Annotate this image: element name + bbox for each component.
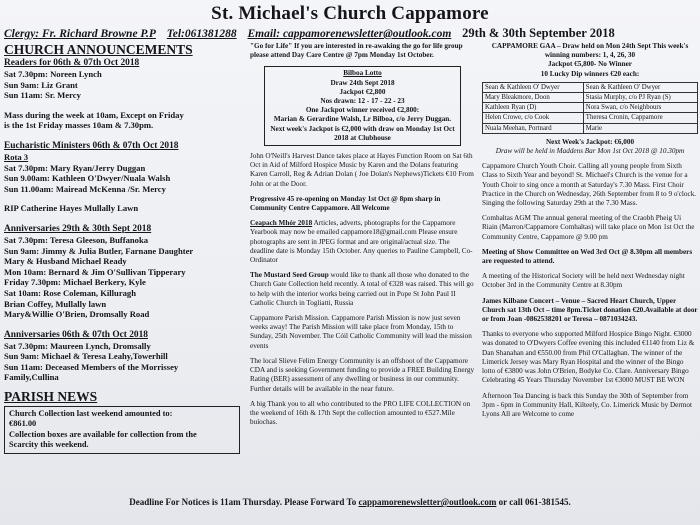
mustard-body: would like to thank all those who donated to the Church Gate Collection held recently. A total of €328 was raised. This will go to help with the interior works being carried out in Pope St John Paul II Catholic Church in Togliatti, Russia xyxy=(250,271,474,307)
anniversary-line: Family,Cullina xyxy=(4,372,59,383)
youth-choir-notice: Cappamore Church Youth Choir. Calling all young people from Sixth Class to Sixth Year and beyond! St. Michael's Church is the venue for a Youth Choir to sing once a month at Saturday's 7.30 Mass. First Choir Practice in the Church on Wednesday, 26th September from 8 to 9 o'clock. Singing the following Saturday 29th at the 7.30 Mass. xyxy=(482,162,697,208)
collection-box xyxy=(4,406,240,454)
table-cell: Theresa Cronin, Cappamore xyxy=(583,113,697,123)
table-row xyxy=(483,82,698,92)
readers-heading: Readers for 06th & 07th Oct 2018 xyxy=(4,58,140,68)
anniversary-line: Mary & Husband Michael Ready xyxy=(4,256,127,267)
bilboa-lotto-box xyxy=(264,66,461,146)
table-cell: Stasia Murphy, c/o PJ Ryan (S) xyxy=(583,93,697,103)
kilbane-concert-notice: James Kilbane Concert – Venue – Sacred Heart Church, Upper Church sat 13th Oct – time 8pm.Ticket donation €20.Available at door or from Joan -0862538201 or Teresa – 0871034243. xyxy=(482,296,698,324)
gaa-next-jackpot: Next Week's Jackpot: €6,000 xyxy=(545,137,635,146)
mustard-title: The Mustard Seed Group xyxy=(250,271,329,280)
anniversary-line: Brian Coffey, Mullally lawn xyxy=(4,298,107,309)
table-row xyxy=(483,123,698,133)
ceapach-mhor-notice xyxy=(250,219,475,265)
readers-line: Sat 7.30pm: Noreen Lynch xyxy=(4,69,102,79)
go-for-life-notice: "Go for Life" If you are interested in re-awaking the go for life group please attend Day Care Centre @ 7pm Monday 1st October. xyxy=(250,42,463,60)
footer-deadline xyxy=(0,497,700,507)
anniversaries-heading: Anniversaries 29th & 30th Sept 2018 xyxy=(4,223,152,234)
bilboa-line: Jackpot €2,800 xyxy=(339,87,386,96)
anniversary-line: Friday 7.30pm: Michael Berkery, Kyle xyxy=(4,277,146,288)
ceapach-title: Ceapach Mhór 2018 xyxy=(250,219,313,228)
rip-notice: RIP Catherine Hayes Mullally Lawn xyxy=(4,203,139,214)
anniversary-line: Sun 9am: Jimmy & Julia Butler, Farnane Daughter xyxy=(4,245,194,256)
table-row xyxy=(483,93,698,103)
anniversary-line: Sat 10am: Rose Coleman, Killuragh xyxy=(4,287,137,298)
telephone: Tel:061381288 xyxy=(166,28,237,40)
clergy-label: Clergy: Fr. Richard Browne P.P xyxy=(4,28,156,40)
bilboa-line: One Jackpot winner received €2,800: xyxy=(305,106,420,115)
readers-line: Sun 9am: Liz Grant xyxy=(4,79,78,90)
anniversary-line: Sun 11am: Deceased Members of the Morrissey xyxy=(4,361,179,372)
mass-notice-line: is the 1st Friday masses 10am & 7.30pm. xyxy=(4,120,154,131)
collection-line: Collection boxes are available for collection from the xyxy=(9,429,197,439)
minister-line: Sun 11.00am: Mairead McKenna /Sr. Mercy xyxy=(4,183,166,194)
collection-line: Scarcity this weekend. xyxy=(9,440,89,450)
minister-line: Sat 7.30pm: Mary Ryan/Jerry Duggan xyxy=(4,162,146,173)
newsletter-title: St. Michael's Church Cappamore xyxy=(211,3,489,24)
announcements-column xyxy=(4,42,240,454)
tea-dancing-notice: Afternoon Tea Dancing is back this Sunday the 30th of September from 3pm - 6pm in Community Hall, Kilteely, Co. Limerick Music by Dermot Lyons All are Welcome to come xyxy=(482,391,692,418)
gaa-next-draw: Draw will be held in Maddens Bar Mon 1st Oct 2018 @ 10.30pm xyxy=(495,147,685,156)
readers-line: Sun 11am: Sr. Mercy xyxy=(4,90,81,101)
milford-bingo-notice: Thanks to everyone who supported Milford Hospice Bingo Night. €3000 was donated to O'Dwyers Coffee evening this included €1140 from Liz & Dan Shanahan and €550.00 from Phil O'Callaghan. The winner of the Limerick Jersey was Mary Ryan Hospital and the winner of the Bingo lotto of €3800 was John O'Brien, Bodyke Co. Clare. Anniversary Bingo Celebrating 45 Years Thursday November 1st €3000 MUST BE WON xyxy=(482,330,695,385)
historical-society-notice: A meeting of the Historical Society will be held next Wednesday night October 3rd in the Community Centre at 8.30pm xyxy=(482,272,685,290)
newsletter-dates: 29th & 30th September 2018 xyxy=(462,26,615,40)
parish-news-heading: PARISH NEWS xyxy=(4,389,98,405)
bilboa-line: Marian & Gerardine Walsh, Lr Bilboa, c/o Jerry Duggan. xyxy=(273,115,452,124)
parish-mission-notice: Cappamore Parish Mission. Cappamore Parish Mission is now just seven weeks away! The Parish Mission will take place from Monday, 15th to Sunday, 25th November. The Cóil Catholic Community will lead the mission events xyxy=(250,314,472,350)
rota-label: Rota 3 xyxy=(4,151,29,162)
table-row xyxy=(483,103,698,113)
gaa-jackpot: Jackpot €5,800- No Winner xyxy=(548,60,632,69)
table-cell: Nuala Meehan, Portnard xyxy=(483,123,584,133)
pro-life-notice: A big Thank you to all who contributed to the PRO LIFE COLLECTION on the weekend of 16th & 17th Sept the collection amounted to €527.Míle buíochas. xyxy=(250,399,471,427)
notices-column-middle xyxy=(250,42,475,433)
ceapach-body: Articles, adverts, photographs for the Cappamore Yearbook may now be emailed cappamore18@gmail.com Please ensure photographs are sent in JPEG format and are original/actual size. The deadline date is Monday 15th October. Any queries to Pauline Campbell, Co-Ordinator xyxy=(250,219,473,265)
anniversary-line: Mary&Willie O'Brien, Dromsally Road xyxy=(4,309,150,320)
anniversaries-heading-oct: Anniversaries 06th & 07th Oct 2018 xyxy=(4,329,148,340)
collection-amount: €861.00 xyxy=(9,419,37,429)
church-announcements-heading: CHURCH ANNOUNCEMENTS xyxy=(4,42,193,57)
energy-community-notice: The local Slieve Felim Energy Community is an offshoot of the Cappamore CDA and is seeking Government funding to provide a FREE Building Energy Rating (BER) assessment of any dwelling or business in our community. Further details will be available in the near future. xyxy=(250,356,475,393)
table-cell: Sean & Kathleen O' Dwyer xyxy=(583,82,697,92)
progressive-45-notice: Progressive 45 re-opening on Monday 1st Oct @ 8pm sharp in Community Centre Cappamore. All Welcome xyxy=(250,194,441,213)
email-link[interactable]: Email: cappamorenewsletter@outlook.com xyxy=(247,28,452,40)
notices-column-right xyxy=(482,42,698,425)
table-cell: Helen Crowe, c/o Cook xyxy=(483,113,584,123)
ministers-heading: Eucharistic Ministers 06th & 07th Oct 2018 xyxy=(4,140,179,151)
harvest-dance-notice: John O'Neill's Harvest Dance takes place at Hayes Function Room on Sat 6th Oct in Aid of Milford Hospice Music by Karen and the Dolans featuring Karen Carroll, Reg & Adrian Dolan ( Joe Dolan's Nephews)Tickets €10 From John or at the Door. xyxy=(250,152,474,188)
table-cell: Marie xyxy=(583,123,697,133)
header-contact-line xyxy=(4,26,696,41)
footer-email-link[interactable]: cappamorenewsletter@outlook.com xyxy=(358,497,497,507)
gaa-winners-table xyxy=(482,82,698,134)
gaa-lucky-dip: 10 Lucky Dip winners €20 each: xyxy=(540,69,640,78)
footer-tail: or call 061-381545. xyxy=(498,497,571,507)
collection-line: Church Collection last weekend amounted to: xyxy=(9,409,173,419)
anniversary-line: Sat 7.30pm: Maureen Lynch, Dromsally xyxy=(4,340,151,351)
table-cell: Sean & Kathleen O' Dwyer xyxy=(483,82,584,92)
table-row xyxy=(483,113,698,123)
anniversary-line: Sun 9am: Michael & Teresa Leahy,Towerhill xyxy=(4,351,168,362)
bilboa-line: Draw 24th Sept 2018 xyxy=(330,78,395,87)
bilboa-line: Nos drawn: 12 - 17 - 22 - 23 xyxy=(320,97,405,106)
anniversary-line: Mon 10am: Bernard & Jim O'Sullivan Tipperary xyxy=(4,266,186,277)
table-cell: Mary Bleakmore, Doon xyxy=(483,93,584,103)
anniversary-line: Sat 7.30pm: Teresa Gleeson, Buffanoka xyxy=(4,234,149,245)
table-cell: Nora Swan, c/o Neighbours xyxy=(583,103,697,113)
mass-notice-line: Mass during the week at 10am, Except on Friday xyxy=(4,109,184,120)
bilboa-line: Next week's Jackpot is €2,000 with draw on Monday 1st Oct 2018 at Clubhouse xyxy=(270,124,455,142)
minister-line: Sun 9.00am: Kathleen O'Dwyer/Nuala Walsh xyxy=(4,173,171,184)
table-cell: Kathleen Ryan (D) xyxy=(483,103,584,113)
comhaltas-notice: Comhaltas AGM The annual general meeting of the Craobh Pheig Ui Riain (Marron/Cappamore Comhaltas) will take place on Mon 1st Oct the Community Centre, Cappamore @ 9.00 pm xyxy=(482,214,695,241)
gaa-title: CAPPAMORE GAA – Draw held on Mon 24th Sept This week's winning numbers: 1, 4, 26, 30 xyxy=(491,42,689,60)
footer-text: Deadline For Notices is 11am Thursday. Please Forward To xyxy=(129,497,357,507)
bilboa-title: Bilboa Lotto xyxy=(343,69,382,78)
show-committee-notice: Meeting of Show Committee on Wed 3rd Oct @ 8.30pm all members are requested to attend. xyxy=(482,247,693,266)
mustard-seed-notice xyxy=(250,271,475,308)
